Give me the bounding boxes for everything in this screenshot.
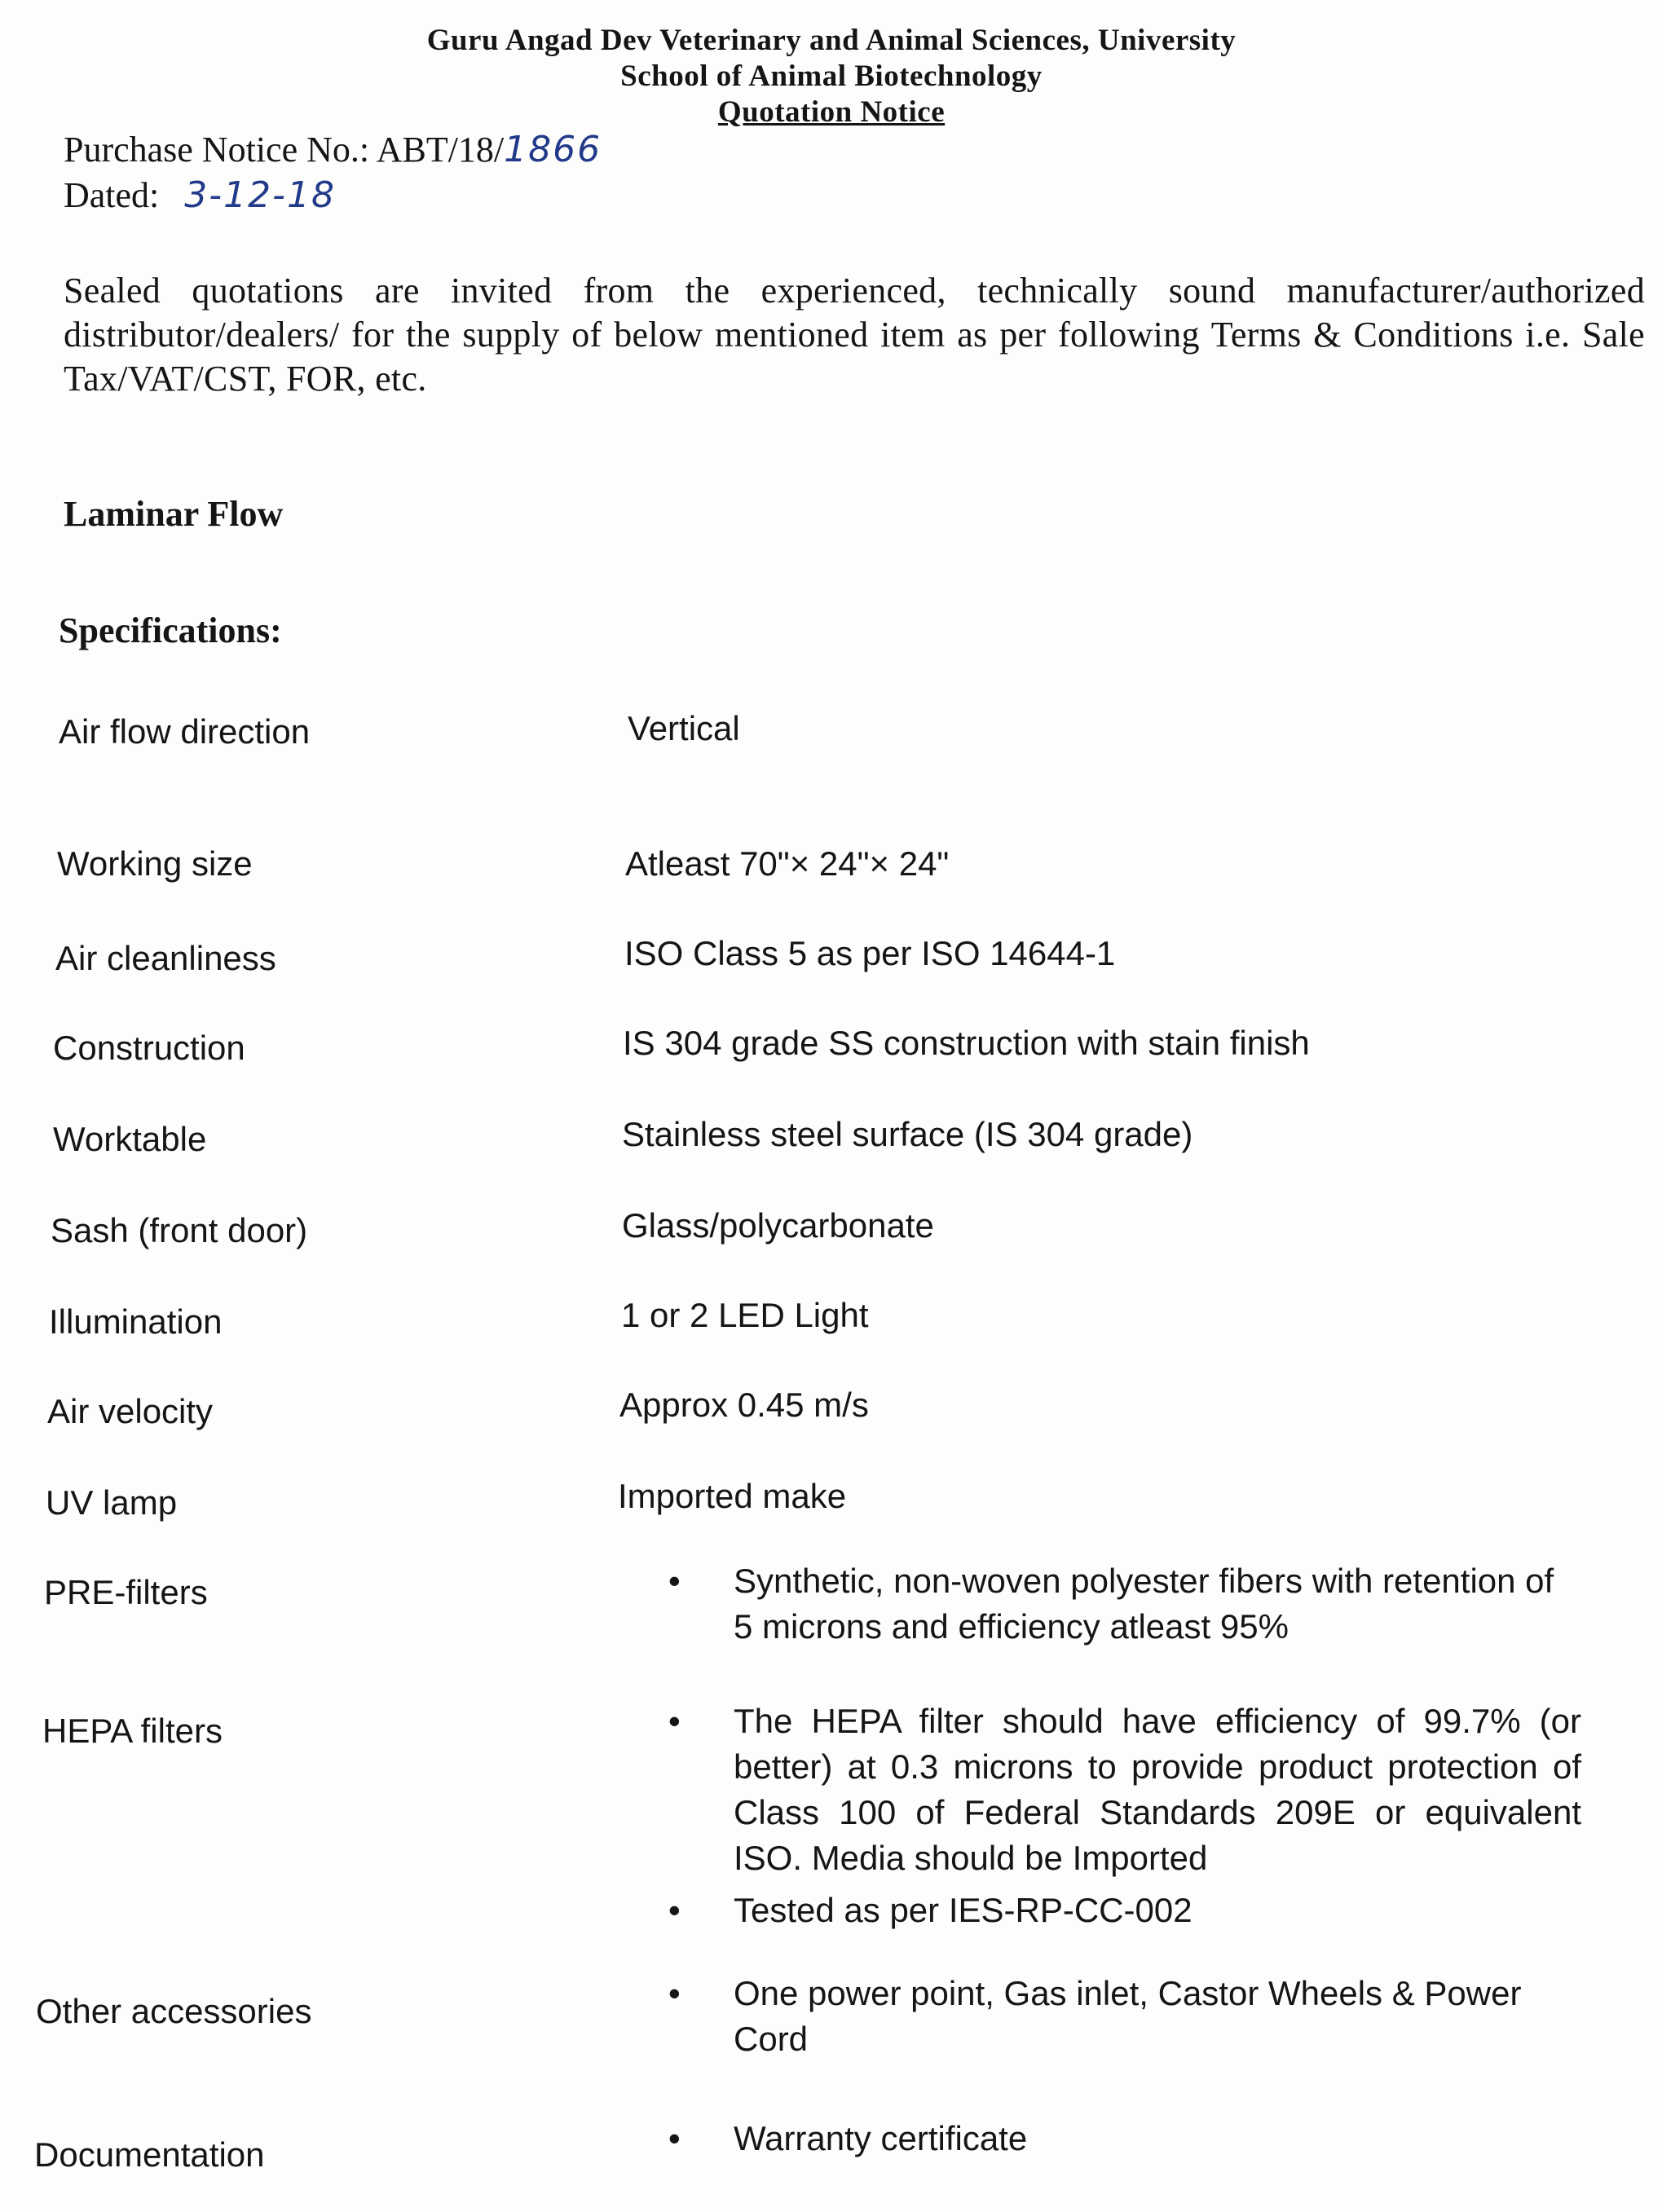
- spec-label: Worktable: [53, 1120, 207, 1158]
- bullet-text: Tested as per IES-RP-CC-002: [734, 1891, 1192, 1929]
- bullet-icon: •: [668, 1562, 681, 1600]
- notice-title: Quotation Notice: [717, 95, 946, 129]
- bullet-text: Synthetic, non-woven polyester fibers with retention of 5 microns and efficiency atleast 95%: [734, 1562, 1554, 1646]
- dated-value: 3-12-18: [184, 174, 337, 216]
- bullet-icon: •: [668, 1702, 681, 1740]
- spec-value: Atleast 70"× 24"× 24": [625, 844, 950, 883]
- dated-line: [64, 174, 336, 217]
- document-header: [326, 23, 1337, 130]
- spec-value: Imported make: [618, 1477, 847, 1515]
- bullet-text: The HEPA filter should have efficiency of 99.7% (or better) at 0.3 microns to provide product protection of Class 100 of Federal Standards 209E or equivalent ISO. Media should be Imported: [734, 1702, 1581, 1877]
- bullet-icon: •: [668, 1891, 681, 1929]
- university-name: Guru Angad Dev Veterinary and Animal Sciences, University: [426, 24, 1237, 57]
- spec-value: 1 or 2 LED Light: [621, 1296, 869, 1334]
- bullet-item: [668, 1971, 1581, 2062]
- spec-label: Documentation: [34, 2135, 265, 2174]
- bullet-item: [668, 1699, 1581, 1881]
- bullet-icon: •: [668, 2119, 681, 2157]
- documentation-bullet-list: [668, 2116, 1581, 2168]
- spec-label: PRE-filters: [44, 1573, 208, 1611]
- spec-label: UV lamp: [46, 1483, 178, 1522]
- other-accessories-bullet-list: [668, 1971, 1581, 2069]
- spec-label: HEPA filters: [42, 1712, 223, 1750]
- dated-label: Dated:: [64, 175, 160, 215]
- pre-filters-bullet-list: [668, 1558, 1581, 1656]
- bullet-text: One power point, Gas inlet, Castor Wheels & Power Cord: [734, 1974, 1522, 2058]
- bullet-text: Warranty certificate: [734, 2119, 1028, 2157]
- spec-label: Working size: [57, 844, 253, 883]
- spec-value: Vertical: [628, 709, 740, 747]
- bullet-item: [668, 2116, 1581, 2161]
- school-name: School of Animal Biotechnology: [620, 59, 1043, 93]
- spec-value: IS 304 grade SS construction with stain finish: [623, 1024, 1310, 1062]
- spec-value: ISO Class 5 as per ISO 14644-1: [624, 934, 1116, 972]
- spec-label: Air cleanliness: [55, 939, 276, 977]
- item-title: Laminar Flow: [64, 494, 284, 534]
- intro-paragraph: Sealed quotations are invited from the experienced, technically sound manufacturer/authorized distributor/dealers/ for the supply of below mentioned item as per following Terms & Conditions i.e. Sale Tax/VAT/CST, FOR, etc.: [64, 271, 1645, 399]
- spec-label: Air flow direction: [59, 712, 311, 751]
- spec-label: Sash (front door): [51, 1211, 308, 1249]
- spec-value: Glass/polycarbonate: [622, 1206, 934, 1245]
- purchase-notice-line: [64, 129, 602, 171]
- bullet-item: [668, 1558, 1581, 1650]
- bullet-icon: •: [668, 1974, 681, 2012]
- purchase-notice-number: 1866: [504, 129, 602, 170]
- bullet-item: [668, 1888, 1581, 1933]
- spec-label: Illumination: [49, 1302, 223, 1341]
- spec-label: Other accessories: [36, 1992, 312, 2030]
- spec-value: Approx 0.45 m/s: [619, 1386, 869, 1424]
- specifications-title: Specifications:: [59, 610, 282, 650]
- spec-label: Construction: [53, 1029, 245, 1067]
- spec-label: Air velocity: [47, 1392, 214, 1430]
- spec-value: Stainless steel surface (IS 304 grade): [622, 1115, 1193, 1153]
- hepa-filters-bullet-list: [668, 1699, 1581, 1940]
- purchase-notice-label: Purchase Notice No.: ABT/18/: [64, 130, 505, 170]
